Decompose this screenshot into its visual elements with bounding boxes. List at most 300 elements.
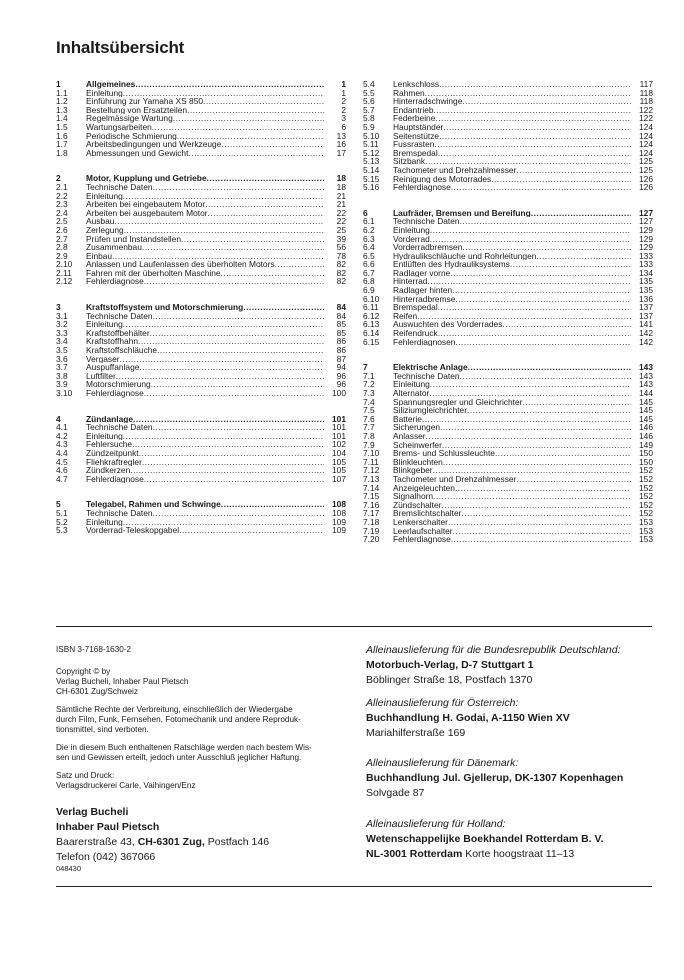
toc-entry [56,320,346,329]
rights-line: durch Film, Funk, Fernsehen, Fotomechanik und andere Reproduk- [56,715,301,724]
toc-entry [363,329,653,338]
toc-label: Fehlerdiagnose ..... [393,535,631,544]
copyright-line: Verlag Bucheli, Inhaber Paul Pietsch [56,677,189,686]
toc-label: Lenkerschalter ..... [393,518,631,527]
toc-number: 4.7 [56,473,68,484]
toc-label: Fehlerdiagnose ..... [86,277,324,286]
toc-number: 6.12 [363,310,380,321]
toc-page: 96 [324,380,346,389]
toc-right-column [363,80,653,544]
toc-entry [363,449,653,458]
toc-number: 2.11 [56,267,72,278]
toc-label: Arbeitsbedingungen und Werkzeuge ..... [86,140,324,149]
print-line: Satz und Druck: [56,771,115,780]
toc-gap [56,286,346,303]
toc-number: 7.19 [363,525,380,536]
toc-label: Fehlerdiagnose ..... [393,183,631,192]
toc-page: 144 [631,389,653,398]
toc-number: 7.18 [363,516,380,527]
toc-number: 7.11 [363,456,379,467]
toc-chapter-heading [363,209,653,218]
toc-label: Periodische Schmierung ..... [86,132,324,141]
toc-page: 126 [631,183,653,192]
toc-page: 94 [324,363,346,372]
toc-chapter-heading [56,174,346,183]
toc-page: 3 [324,114,346,123]
toc-page: 133 [631,260,653,269]
toc-label: Spannungsregler und Gleichrichter ..... [393,398,631,407]
toc-label: Anlassen und Laufenlassen des überholten Motors ..... [86,260,324,269]
toc-page: 145 [631,398,653,407]
toc-label: Siliziumgleichrichter ..... [393,406,631,415]
toc-page: 25 [324,226,346,235]
toc-entry [363,217,653,226]
toc-label: Fahren mit der überholten Maschine ..... [86,269,324,278]
toc-chapter-heading [56,303,346,312]
toc-label: Scheinwerfer ..... [393,441,631,450]
toc-entry [56,132,346,141]
toc-label: Elektrische Anlage ..... [393,363,631,372]
toc-label: Reinigung des Motorrades ..... [393,175,631,184]
toc-number: 1.4 [56,113,68,124]
toc-label: Fehlerdiagnosen ..... [393,338,631,347]
toc-number: 1.6 [56,130,68,141]
toc-label: Einleitung ..... [393,380,631,389]
toc-page: 109 [324,518,346,527]
toc-number: 6.2 [363,224,375,235]
toc-label: Einleitung ..... [86,320,324,329]
toc-number: 2.1 [56,181,68,192]
toc-entry [56,123,346,132]
toc-number: 5.9 [363,121,375,132]
toc-label: Kraftstoffschläuche ..... [86,346,324,355]
toc-entry [56,149,346,158]
toc-page: 133 [631,252,653,261]
toc-number: 6.10 [363,293,380,304]
toc-entry [363,149,653,158]
toc-number: 7.13 [363,473,380,484]
toc-entry [56,509,346,518]
toc-entry [56,372,346,381]
toc-label: Radlager hinten ..... [393,286,631,295]
toc-page: 153 [631,518,653,527]
publisher-block [56,805,346,865]
toc-entry [363,320,653,329]
toc-page: 100 [324,389,346,398]
toc-number: 6.14 [363,328,380,339]
toc-number: 7.12 [363,465,380,476]
toc-entry [363,303,653,312]
toc-label: Motor, Kupplung und Getriebe ..... [86,174,324,183]
toc-label: Einleitung ..... [393,226,631,235]
toc-entry [363,458,653,467]
toc-page: 146 [631,432,653,441]
toc-label: Kraftstoffhahn ..... [86,337,324,346]
toc-page: 136 [631,295,653,304]
toc-number: 7 [363,362,368,373]
toc-page: 82 [324,269,346,278]
toc-entry [363,380,653,389]
toc-page: 152 [631,492,653,501]
toc-number: 5.5 [363,87,375,98]
toc-page: 1 [324,80,346,89]
toc-page: 107 [324,475,346,484]
toc-number: 4.3 [56,439,68,450]
toc-label: Laufräder, Bremsen und Bereifung ..... [393,209,631,218]
toc-label: Fussrasten ..... [393,140,631,149]
toc-page: 82 [324,260,346,269]
toc-label: Vorderrad-Teleskopgabel ..... [86,526,324,535]
toc-entry [363,269,653,278]
toc-entry [56,89,346,98]
toc-page: 152 [631,484,653,493]
toc-label: Hinterrad ..... [393,277,631,286]
toc-number: 7.1 [363,370,375,381]
toc-entry [363,252,653,261]
toc-entry [56,449,346,458]
toc-page: 22 [324,217,346,226]
toc-page: 137 [631,312,653,321]
toc-label: Bestellung von Ersatzteilen ..... [86,106,324,115]
toc-label: Auswuchten des Vorderrades ..... [393,320,631,329]
toc-entry [56,355,346,364]
toc-number: 5.3 [56,525,68,536]
toc-number: 5.11 [363,139,379,150]
toc-page: 145 [631,415,653,424]
toc-page: 124 [631,132,653,141]
toc-number: 7.3 [363,388,375,398]
toc-number: 3.8 [56,370,68,381]
toc-page: 149 [631,441,653,450]
toc-number: 7.2 [363,379,375,390]
toc-gap [56,398,346,415]
toc-entry [56,114,346,123]
toc-gap [363,192,653,209]
toc-page: 105 [324,466,346,475]
toc-page: 86 [324,337,346,346]
toc-label: Leerlaufschalter ..... [393,527,631,536]
toc-entry [56,423,346,432]
toc-entry [363,123,653,132]
toc-number: 2.3 [56,199,68,210]
toc-label: Ausbau ..... [86,217,324,226]
toc-entry [56,252,346,261]
toc-number: 4.1 [56,422,68,433]
toc-number: 6.5 [363,250,375,261]
toc-page: 105 [324,458,346,467]
toc-number: 1.8 [56,147,68,158]
toc-label: Zündanlage ..... [86,415,324,424]
toc-entry [56,329,346,338]
toc-entry [56,226,346,235]
distributor-name: Motorbuch-Verlag, D-7 Stuttgart 1 [366,659,534,671]
toc-entry [56,183,346,192]
toc-label: Zerlegung ..... [86,226,324,235]
toc-label: Alternator ..... [393,389,631,398]
toc-number: 5.12 [363,147,380,158]
toc-page: 82 [324,277,346,286]
toc-number: 1.7 [56,139,68,150]
toc-entry [363,423,653,432]
toc-label: Tachometer und Drehzahlmesser ..... [393,475,631,484]
toc-page: 6 [324,123,346,132]
toc-entry [363,441,653,450]
toc-page: 117 [631,80,653,89]
toc-label: Technische Daten ..... [86,183,324,192]
rights-line: tionsmittel, sind verboten. [56,725,149,734]
distributor-address-line [366,847,656,862]
toc-label: Radlager vorne ..... [393,269,631,278]
toc-number: 4.2 [56,430,68,441]
toc-number: 6.4 [363,242,375,253]
toc-number: 1 [56,79,61,89]
toc-entry [56,380,346,389]
toc-entry [363,338,653,347]
toc-label: Technische Daten ..... [86,312,324,321]
toc-label: Bremslichtschalter ..... [393,509,631,518]
toc-label: Blinkgeber ..... [393,466,631,475]
toc-label: Allgemeines ..... [86,80,324,89]
toc-page: 39 [324,235,346,244]
toc-label: Bremspedal ..... [393,303,631,312]
toc-page: 134 [631,269,653,278]
toc-label: Arbeiten bei eingebautem Motor ..... [86,200,324,209]
toc-page: 129 [631,243,653,252]
toc-page: 78 [324,252,346,261]
toc-label: Prüfen und Instandstellen ..... [86,235,324,244]
toc-page: 124 [631,140,653,149]
publisher-name: Verlag Bucheli [56,806,129,818]
toc-label: Einbau ..... [86,252,324,261]
toc-number: 7.9 [363,439,375,450]
toc-page: 142 [631,329,653,338]
toc-number: 6 [363,207,368,218]
toc-page: 124 [631,123,653,132]
divider-bottom [56,886,652,887]
toc-number: 6.11 [363,302,379,313]
toc-page: 17 [324,149,346,158]
toc-entry [56,458,346,467]
toc-entry [363,89,653,98]
toc-label: Fehlersuche ..... [86,440,324,449]
toc-number: 5.2 [56,516,68,527]
toc-label: Technische Daten ..... [86,423,324,432]
toc-chapter-heading [363,363,653,372]
toc-page: 85 [324,329,346,338]
toc-entry [56,337,346,346]
toc-page: 101 [324,415,346,424]
toc-page: 18 [324,183,346,192]
toc-number: 6.7 [363,267,375,278]
toc-entry [363,183,653,192]
toc-entry [363,243,653,252]
toc-entry [363,518,653,527]
distributor-address: Mariahilferstraße 169 [366,727,466,739]
print-line: Verlagsdruckerei Carle, Vaihingen/Enz [56,781,196,790]
toc-entry [363,406,653,415]
toc-label: Anzeigeleuchten ..... [393,484,631,493]
toc-entry [56,277,346,286]
distributor-intro: Alleinauslieferung für Dänemark: [366,757,519,769]
toc-page: 118 [631,97,653,106]
toc-page: 104 [324,449,346,458]
toc-entry [56,363,346,372]
toc-entry [363,372,653,381]
toc-page: 127 [631,217,653,226]
toc-label: Vorderrad ..... [393,235,631,244]
toc-page: 101 [324,432,346,441]
toc-label: Zündkerzen ..... [86,466,324,475]
toc-page: 122 [631,106,653,115]
toc-entry [363,157,653,166]
toc-label: Federbeine ..... [393,114,631,123]
toc-entry [363,166,653,175]
toc-label: Entlüften des Hydrauliksystems ..... [393,260,631,269]
toc-entry [363,466,653,475]
toc-label: Einführung zur Yamaha XS 850 ..... [86,97,324,106]
toc-label: Kraftstoffbehälter ..... [86,329,324,338]
toc-page: 102 [324,440,346,449]
toc-chapter-heading [56,415,346,424]
toc-label: Arbeiten bei ausgebautem Motor ..... [86,209,324,218]
toc-number: 3 [56,302,61,313]
toc-page: 143 [631,380,653,389]
toc-entry [56,475,346,484]
publisher-street: Baarerstraße 43, [56,836,135,848]
toc-entry [363,312,653,321]
toc-entry [56,526,346,535]
toc-entry [56,260,346,269]
imprint-code: 048430 [56,864,82,873]
toc-page: 21 [324,200,346,209]
toc-label: Einleitung ..... [86,518,324,527]
toc-label: Hinterradbremse ..... [393,295,631,304]
toc-label: Auspuffanlage ..... [86,363,324,372]
toc-entry [56,466,346,475]
toc-label: Wartungsarbeiten ..... [86,123,324,132]
toc-number: 6.6 [363,259,375,270]
page-title: Inhaltsübersicht [56,38,185,57]
toc-page: 108 [324,500,346,509]
toc-number: 3.6 [56,353,68,364]
toc-number: 1.2 [56,96,68,107]
toc-number: 5.14 [363,164,380,175]
toc-page: 126 [631,175,653,184]
toc-entry [56,518,346,527]
toc-number: 5.13 [363,156,380,167]
toc-number: 7.20 [363,534,380,545]
toc-entry [56,269,346,278]
toc-page: 2 [324,97,346,106]
toc-number: 7.5 [363,405,375,416]
publisher-owner: Inhaber Paul Pietsch [56,821,160,833]
toc-label: Brems- und Schlussleuchte ..... [393,449,631,458]
toc-number: 5.7 [363,104,375,115]
toc-page: 18 [324,174,346,183]
toc-label: Einleitung ..... [86,192,324,201]
toc-entry [56,106,346,115]
toc-entry [363,260,653,269]
distributor-city: NL-3001 Rotterdam [366,848,463,860]
toc-number: 7.4 [363,396,375,407]
distributor-name: Buchhandlung H. Godai, A-1150 Wien XV [366,712,570,724]
toc-entry [56,209,346,218]
toc-page: 87 [324,355,346,364]
toc-number: 5 [56,499,61,510]
toc-page: 141 [631,320,653,329]
toc-number: 6.8 [363,276,375,287]
toc-entry [363,509,653,518]
toc-label: Sicherungen ..... [393,423,631,432]
distributor-holland [366,817,656,862]
toc-page: 122 [631,114,653,123]
toc-page: 137 [631,303,653,312]
toc-label: Telegabel, Rahmen und Schwinge ..... [86,500,324,509]
toc-number: 3.5 [56,345,68,356]
toc-entry [56,440,346,449]
toc-entry [363,475,653,484]
toc-label: Zusammenbau ..... [86,243,324,252]
toc-label: Rahmen ..... [393,89,631,98]
toc-number: 1.1 [56,87,68,98]
toc-number: 5.16 [363,182,380,193]
toc-number: 2.12 [56,276,73,287]
toc-label: Hydraulikschläuche und Rohrleitungen ..... [393,252,631,261]
toc-page: 56 [324,243,346,252]
toc-entry [363,295,653,304]
toc-number: 2 [56,173,61,184]
toc-label: Zündschalter ..... [393,501,631,510]
toc-label: Motorschmierung ..... [86,380,324,389]
toc-entry [363,106,653,115]
toc-number: 5.4 [363,79,375,89]
toc-entry [363,535,653,544]
toc-entry [363,80,653,89]
toc-number: 1.3 [56,104,68,115]
toc-entry [363,132,653,141]
toc-page: 145 [631,406,653,415]
toc-page: 124 [631,149,653,158]
toc-number: 3.4 [56,336,68,347]
toc-entry [56,389,346,398]
toc-number: 2.7 [56,233,68,244]
toc-page: 109 [324,526,346,535]
toc-entry [363,277,653,286]
toc-entry [363,286,653,295]
toc-page: 150 [631,458,653,467]
publisher-postbox: Postfach 146 [207,836,270,848]
toc-entry [363,398,653,407]
toc-page: 129 [631,235,653,244]
toc-label: Hauptständer ..... [393,123,631,132]
publisher-phone: Telefon (042) 367066 [56,851,156,863]
isbn: ISBN 3-7168-1630-2 [56,645,132,654]
toc-entry [56,346,346,355]
toc-entry [56,432,346,441]
toc-page: 13 [324,132,346,141]
toc-label: Vorderradbremsen ..... [393,243,631,252]
toc-page: 125 [631,157,653,166]
toc-number: 6.9 [363,285,375,296]
toc-gap [363,346,653,363]
toc-entry [363,114,653,123]
toc-number: 2.5 [56,216,68,227]
rights-line: Sämtliche Rechte der Verbreitung, einschließlich der Wiedergabe [56,705,293,714]
toc-entry [56,192,346,201]
distributor-address: Korte hoogstraat 11–13 [465,848,575,860]
toc-number: 7.10 [363,448,380,459]
toc-number: 3.3 [56,327,68,338]
